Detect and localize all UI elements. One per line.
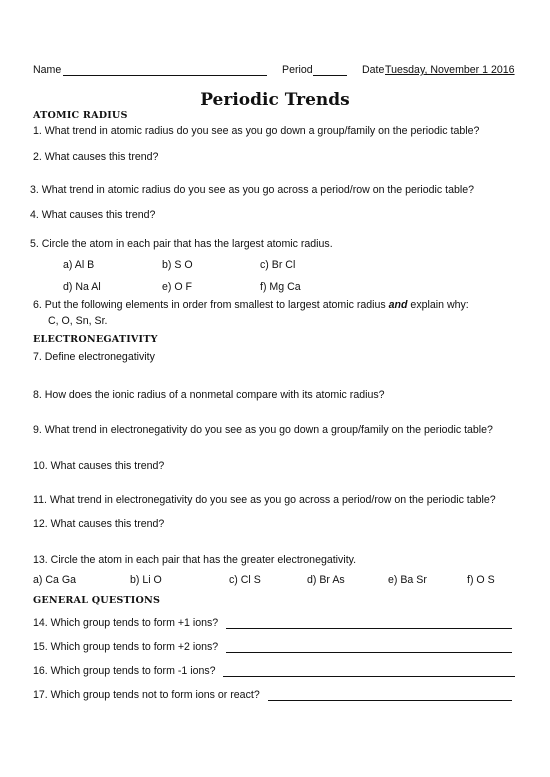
answer-line-16[interactable] (223, 676, 515, 677)
q13-pair-e[interactable]: e) Ba Sr (388, 574, 427, 586)
section-atomic-radius: ATOMIC RADIUS (33, 110, 128, 121)
q13-pair-c[interactable]: c) Cl S (229, 574, 261, 586)
question-5: 5. Circle the atom in each pair that has the largest atomic radius. (30, 238, 333, 250)
q5-pair-d[interactable]: d) Na Al (63, 281, 101, 293)
q5-pair-e[interactable]: e) O F (162, 281, 193, 293)
question-1: 1. What trend in atomic radius do you see as you go down a group/family on the periodic table? (33, 125, 480, 137)
question-15: 15. Which group tends to form +2 ions? (33, 641, 219, 653)
section-electronegativity: ELECTRONEGATIVITY (33, 334, 158, 345)
question-17: 17. Which group tends not to form ions or react? (33, 689, 260, 701)
answer-line-17[interactable] (268, 700, 512, 701)
question-3: 3. What trend in atomic radius do you see as you go across a period/row on the periodic table? (30, 184, 475, 196)
page-title: Periodic Trends (200, 90, 350, 110)
answer-line-15[interactable] (226, 652, 512, 653)
question-6-emphasis: and (388, 299, 408, 311)
period-label: Period (282, 64, 313, 76)
q13-pair-b[interactable]: b) Li O (130, 574, 162, 586)
q5-pair-f[interactable]: f) Mg Ca (260, 281, 301, 293)
q5-pair-a[interactable]: a) Al B (63, 259, 95, 271)
q13-pair-f[interactable]: f) O S (467, 574, 495, 586)
question-6-tail: explain why: (407, 299, 469, 311)
q13-pair-d[interactable]: d) Br As (307, 574, 345, 586)
answer-line-14[interactable] (226, 628, 512, 629)
question-6-elements: C, O, Sn, Sr. (48, 315, 108, 327)
question-12: 12. What causes this trend? (33, 518, 165, 530)
period-field[interactable] (313, 75, 347, 76)
question-2: 2. What causes this trend? (33, 151, 159, 163)
q13-pair-a[interactable]: a) Ca Ga (33, 574, 76, 586)
question-16: 16. Which group tends to form -1 ions? (33, 665, 216, 677)
question-4: 4. What causes this trend? (30, 209, 156, 221)
question-6-text: 6. Put the following elements in order from smallest to largest atomic radius (33, 299, 389, 311)
date-label: Date (362, 64, 385, 76)
question-8: 8. How does the ionic radius of a nonmetal compare with its atomic radius? (33, 389, 385, 401)
question-14: 14. Which group tends to form +1 ions? (33, 617, 219, 629)
name-field[interactable] (63, 75, 267, 76)
question-11: 11. What trend in electronegativity do you see as you go across a period/row on the periodic table? (33, 494, 496, 506)
question-9: 9. What trend in electronegativity do you see as you go down a group/family on the periodic table? (33, 424, 493, 436)
section-general-questions: GENERAL QUESTIONS (33, 595, 161, 606)
name-label: Name (33, 64, 62, 76)
question-7: 7. Define electronegativity (33, 351, 155, 363)
question-13: 13. Circle the atom in each pair that has the greater electronegativity. (33, 554, 357, 566)
q5-pair-b[interactable]: b) S O (162, 259, 193, 271)
date-value: Tuesday, November 1 2016 (385, 64, 515, 76)
question-6 (33, 299, 469, 311)
q5-pair-c[interactable]: c) Br Cl (260, 259, 296, 271)
question-10: 10. What causes this trend? (33, 460, 165, 472)
